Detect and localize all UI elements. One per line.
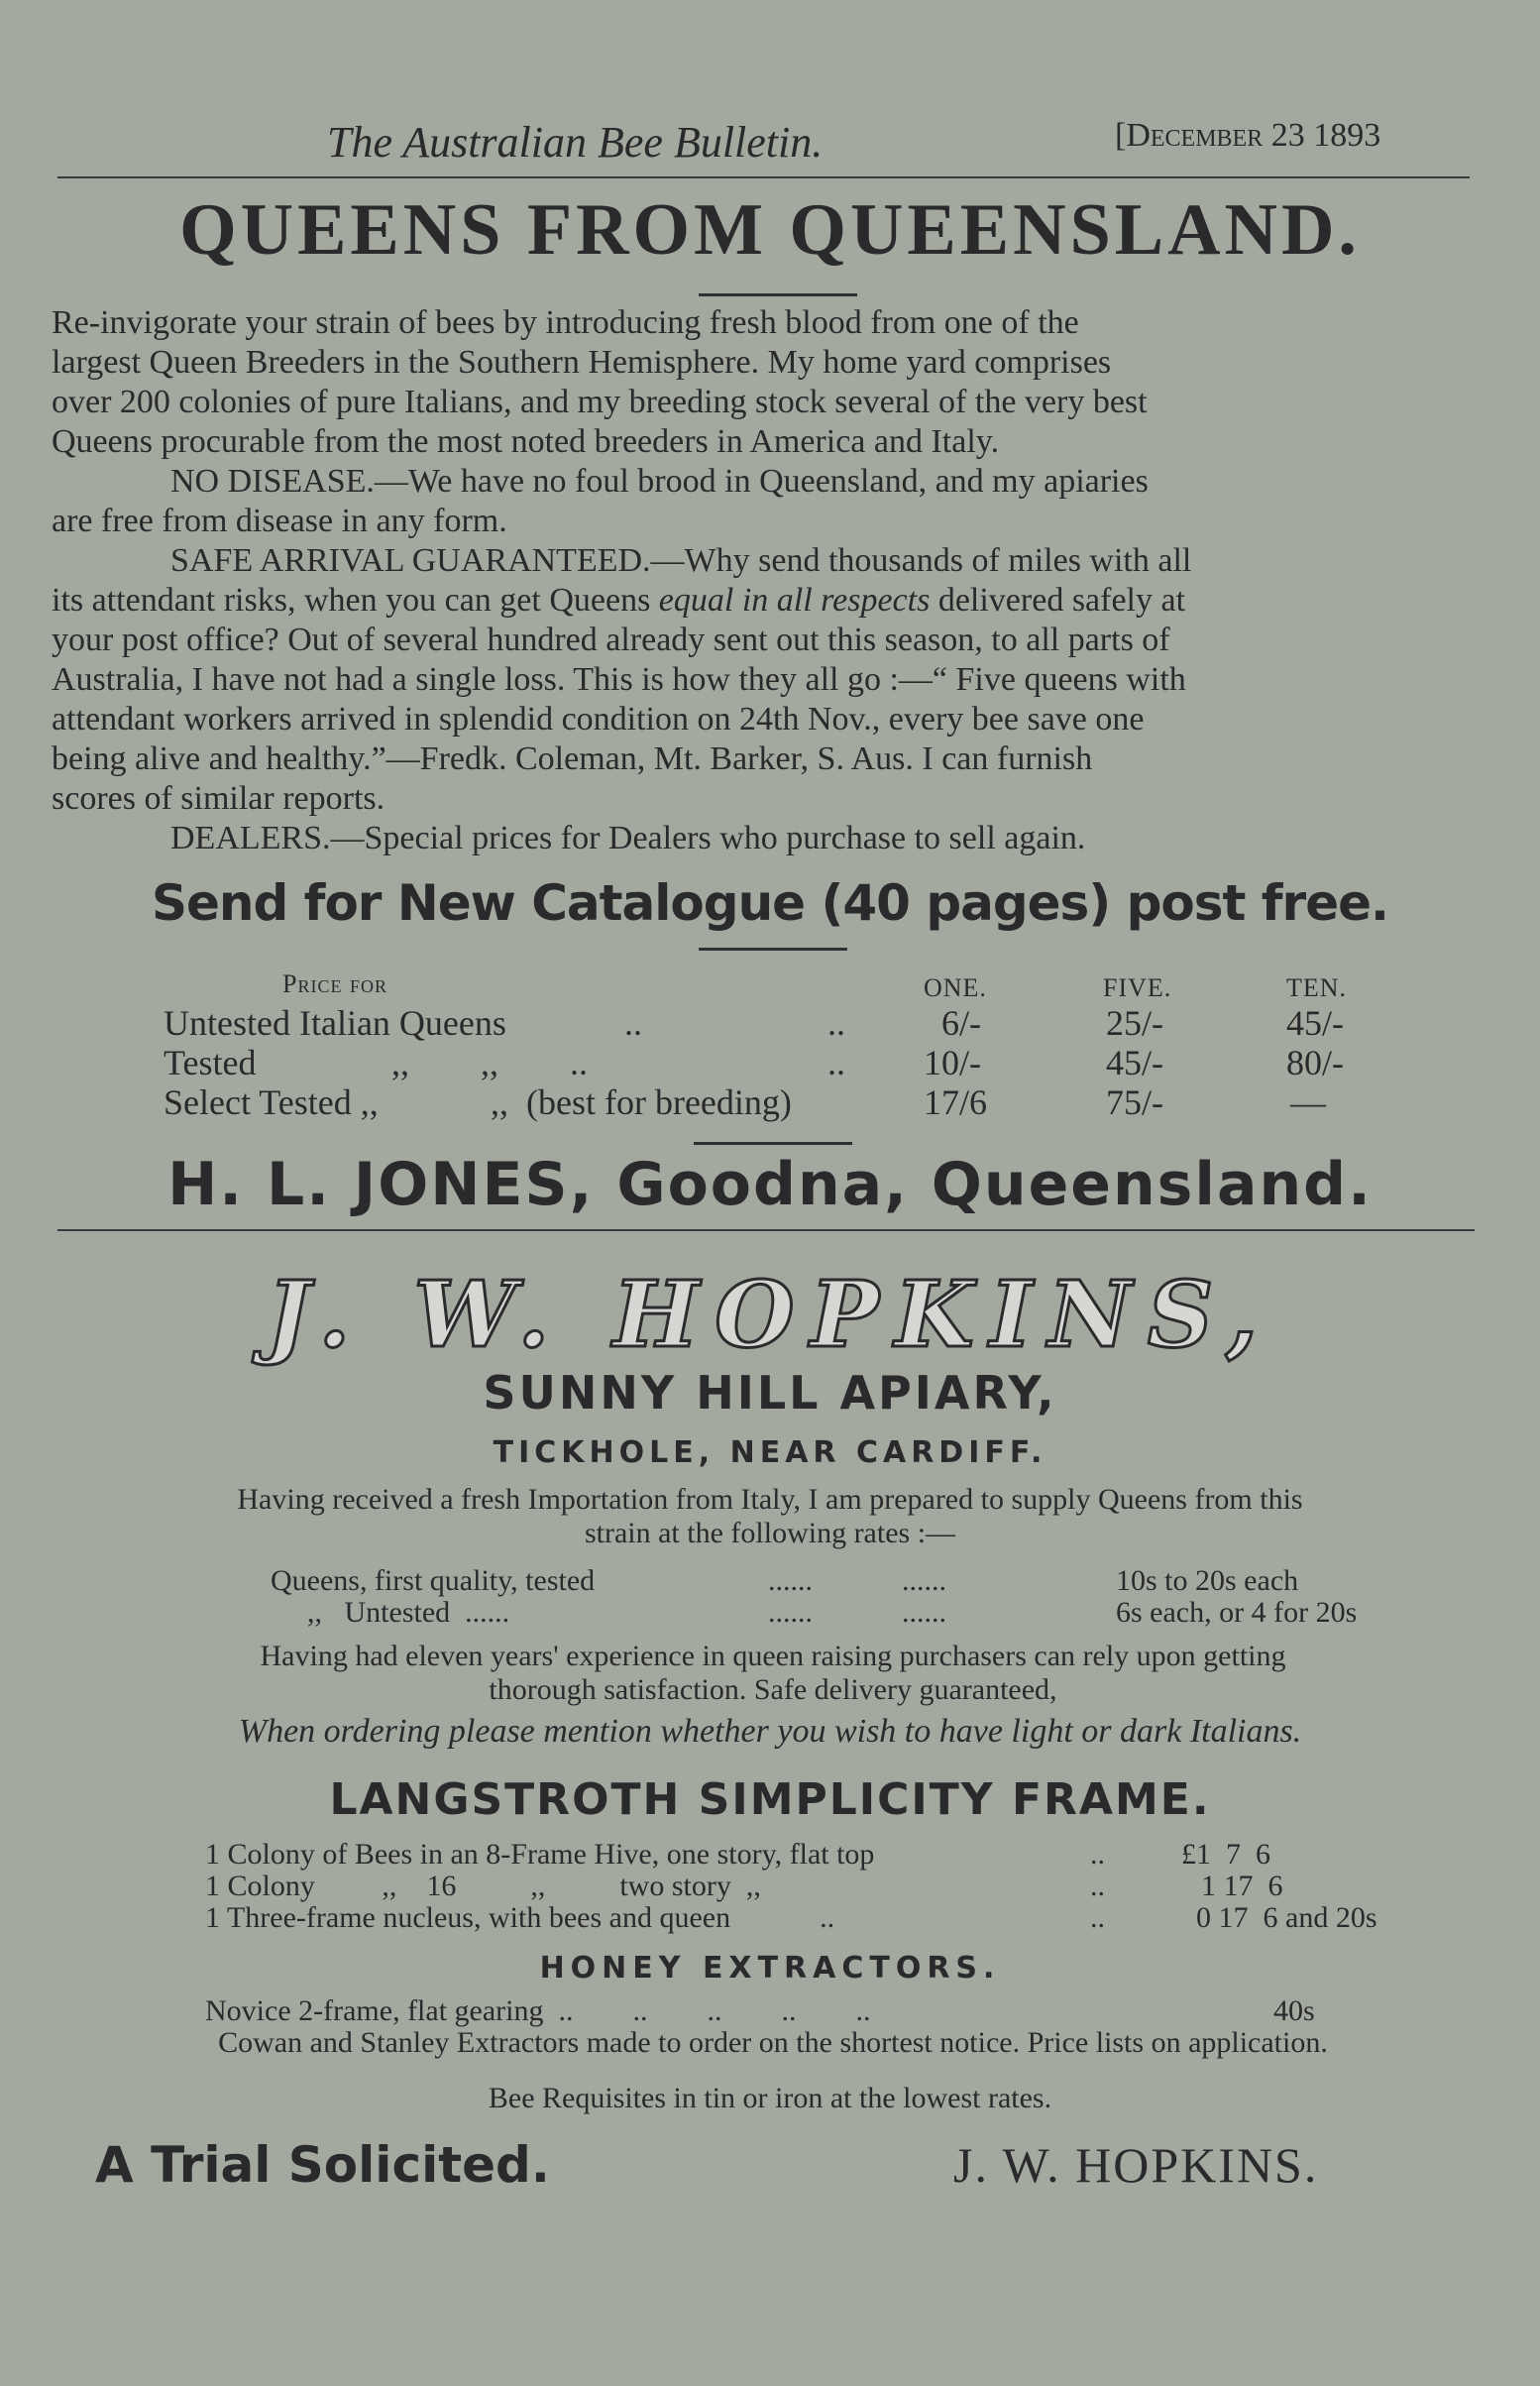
- frame-price: 0 17 6 and 20s: [1196, 1901, 1377, 1934]
- text-line: your post office? Out of several hundred already sent out this season, to all parts of: [52, 622, 1170, 658]
- text-line: Having received a fresh Importation from Italy, I am prepared to supply Queens from this: [237, 1483, 1303, 1516]
- text-line: SAFE ARRIVAL GUARANTEED.—Why send thousands of miles with all: [170, 542, 1192, 579]
- text-line: are free from disease in any form.: [52, 503, 507, 539]
- extractor-price: 40s: [1273, 1994, 1315, 2027]
- ordering-note: When ordering please mention whether you wish to have light or dark Italians.: [238, 1713, 1302, 1750]
- rate-price: 10s to 20s each: [1116, 1564, 1299, 1597]
- extractor-item: Novice 2-frame, flat gearing .. .. .. .. ..: [205, 1994, 871, 2027]
- text-line: over 200 colonies of pure Italians, and my breeding stock several of the very best: [52, 384, 1148, 420]
- catalogue-offer: Send for New Catalogue (40 pages) post free.: [151, 874, 1389, 932]
- frame-dots: ..: [1090, 1870, 1105, 1902]
- rate-label: ,, Untested ......: [307, 1596, 510, 1629]
- langstroth-title: LANGSTROTH SIMPLICITY FRAME.: [329, 1774, 1211, 1825]
- text-line: scores of similar reports.: [52, 780, 385, 817]
- emphasis: equal in all respects: [658, 582, 931, 619]
- text-line: thorough satisfaction. Safe delivery guaranteed,: [489, 1673, 1057, 1706]
- price-row-label: Untested Italian Queens: [164, 1003, 506, 1043]
- price-row-dots: ..: [827, 1003, 845, 1043]
- frame-dots: ..: [1090, 1901, 1105, 1934]
- requisites-note: Bee Requisites in tin or iron at the lowest rates.: [488, 2082, 1052, 2114]
- ad2-apiary: SUNNY HILL APIARY,: [483, 1366, 1057, 1420]
- text-line: Having had eleven years' experience in queen raising purchasers can rely upon getting: [260, 1640, 1286, 1672]
- ad-divider: [57, 1229, 1475, 1231]
- price-one: 10/-: [924, 1043, 981, 1082]
- price-ten: —: [1290, 1082, 1326, 1122]
- ad2-name: J. W. HOPKINS,: [266, 1261, 1274, 1368]
- price-col-five: FIVE.: [1103, 973, 1172, 1002]
- price-col-ten: TEN.: [1286, 973, 1348, 1002]
- price-row-mid: ..: [624, 1003, 642, 1043]
- text-line: strain at the following rates :—: [584, 1517, 956, 1549]
- rate-label: Queens, first quality, tested: [271, 1564, 596, 1597]
- price-row-dots: ..: [827, 1043, 845, 1082]
- price-one: 17/6: [924, 1082, 988, 1122]
- trial-solicited: A Trial Solicited.: [95, 2136, 550, 2194]
- frame-price: £1 7 6: [1181, 1838, 1270, 1871]
- price-row-label: Tested: [164, 1043, 257, 1082]
- rate-dots: ...... ......: [768, 1564, 946, 1597]
- ad1-signature: H. L. JONES, Goodna, Queensland.: [167, 1150, 1373, 1219]
- text-line: Queens procurable from the most noted breeders in America and Italy.: [52, 423, 1000, 460]
- text-line: [52, 581, 1469, 621]
- header-rule: [57, 176, 1470, 178]
- issue-date: [December 23 1893: [1115, 117, 1381, 154]
- ad2-experience: [59, 1640, 1486, 1707]
- price-table-head: Price for: [282, 969, 387, 998]
- price-ten: 45/-: [1286, 1003, 1344, 1043]
- journal-title: The Australian Bee Bulletin.: [327, 118, 824, 167]
- extractors-title: HONEY EXTRACTORS.: [539, 1951, 1001, 1986]
- frame-item: 1 Three-frame nucleus, with bees and queen ..: [205, 1901, 835, 1934]
- price-table-rule: [694, 1142, 852, 1145]
- rate-price: 6s each, or 4 for 20s: [1116, 1596, 1358, 1629]
- ad1-intro: [52, 303, 1469, 858]
- price-one: 6/-: [941, 1003, 981, 1043]
- text-run: its attendant risks, when you can get Queens: [52, 582, 659, 619]
- frame-item: 1 Colony ,, 16 ,, two story ,,: [205, 1870, 761, 1902]
- price-five: 45/-: [1106, 1043, 1163, 1082]
- text-line: largest Queen Breeders in the Southern Hemisphere. My home yard comprises: [52, 344, 1112, 381]
- text-line: Australia, I have not had a single loss. This is how they all go :—“ Five queens with: [52, 661, 1186, 698]
- price-col-one: ONE.: [924, 973, 987, 1002]
- ad2-intro: [52, 1483, 1488, 1550]
- text-line: DEALERS.—Special prices for Dealers who purchase to sell again.: [170, 820, 1086, 856]
- ad2-location: TICKHOLE, NEAR CARDIFF.: [493, 1435, 1047, 1470]
- text-line: being alive and healthy.”—Fredk. Coleman, Mt. Barker, S. Aus. I can furnish: [52, 740, 1093, 777]
- text-run: delivered safely at: [930, 582, 1186, 619]
- rate-dots: ...... ......: [768, 1596, 946, 1629]
- frame-price: 1 17 6: [1201, 1870, 1283, 1902]
- price-five: 25/-: [1106, 1003, 1163, 1043]
- extractor-note: Cowan and Stanley Extractors made to order on the shortest notice. Price lists on application.: [218, 2026, 1328, 2059]
- ad2-signature: J. W. HOPKINS.: [953, 2137, 1319, 2193]
- frame-item: 1 Colony of Bees in an 8-Frame Hive, one story, flat top: [205, 1838, 875, 1871]
- catalogue-rule: [699, 948, 847, 951]
- text-line: NO DISEASE.—We have no foul brood in Queensland, and my apiaries: [170, 463, 1149, 500]
- price-row-label: Select Tested ,,: [164, 1082, 379, 1122]
- price-ten: 80/-: [1286, 1043, 1344, 1082]
- price-row-mid: ,, ,, ..: [391, 1043, 588, 1082]
- price-five: 75/-: [1106, 1082, 1163, 1122]
- price-row-mid: ,, (best for breeding): [491, 1082, 792, 1122]
- ad1-headline-rule: [699, 293, 857, 296]
- ad1-headline: QUEENS FROM QUEENSLAND.: [179, 189, 1361, 271]
- text-line: Re-invigorate your strain of bees by introducing fresh blood from one of the: [52, 304, 1079, 341]
- frame-dots: ..: [1090, 1838, 1105, 1871]
- text-line: attendant workers arrived in splendid condition on 24th Nov., every bee save one: [52, 701, 1145, 738]
